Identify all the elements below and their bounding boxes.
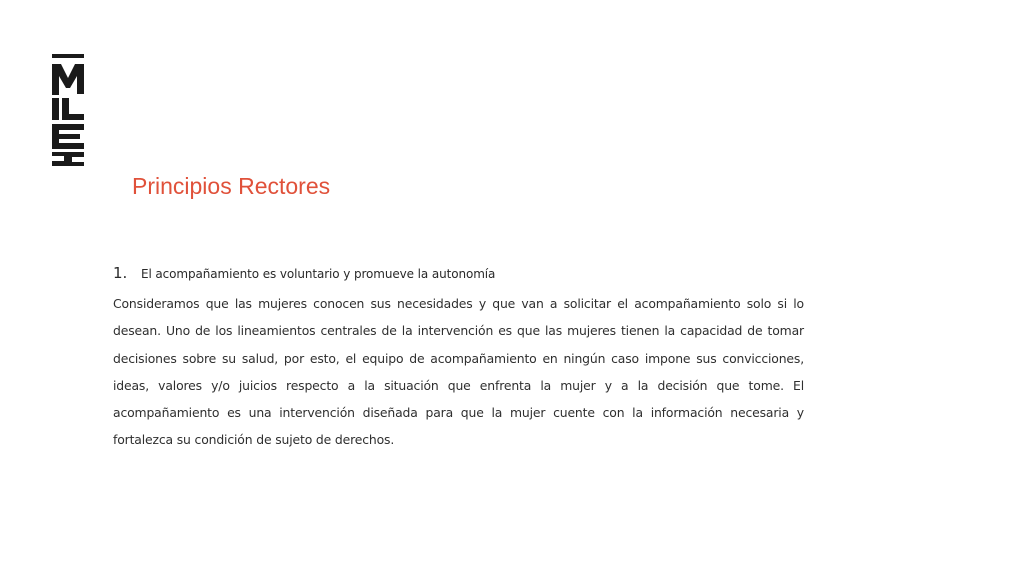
miles-logo-mark (50, 54, 86, 166)
principle-body: Consideramos que las mujeres conocen sus necesidades y que van a solicitar el acompañamiento solo si lo desean. Uno de los lineamientos centrales de la intervención es que las mujeres tienen la capacidad de tomar decisiones sobre su salud, por esto, el equipo de acompañamiento en ningún caso impone sus convicciones, ideas, valores y/o juicios respecto a la situación que enfrenta la mujer y a la decisión que tome. El acompañamiento es una intervención diseñada para que la mujer cuente con la información necesaria y fortalezca su condición de sujeto de derechos. (113, 296, 804, 448)
logo-letter-e (52, 124, 84, 149)
principle-number: 1. (113, 264, 128, 282)
logo-letter-m (52, 64, 84, 94)
principle-heading-text: El acompañamiento es voluntario y promueve la autonomía (141, 267, 496, 281)
logo-letter-l (62, 98, 84, 120)
corporacion-miles-logo (50, 54, 86, 166)
logo-letter-i (52, 98, 59, 120)
logo-small-text-mark (52, 54, 84, 58)
principle-heading (113, 264, 804, 282)
principle-section (113, 264, 804, 454)
logo-letter-s (52, 152, 84, 166)
slide-title: Principios Rectores (132, 173, 331, 199)
